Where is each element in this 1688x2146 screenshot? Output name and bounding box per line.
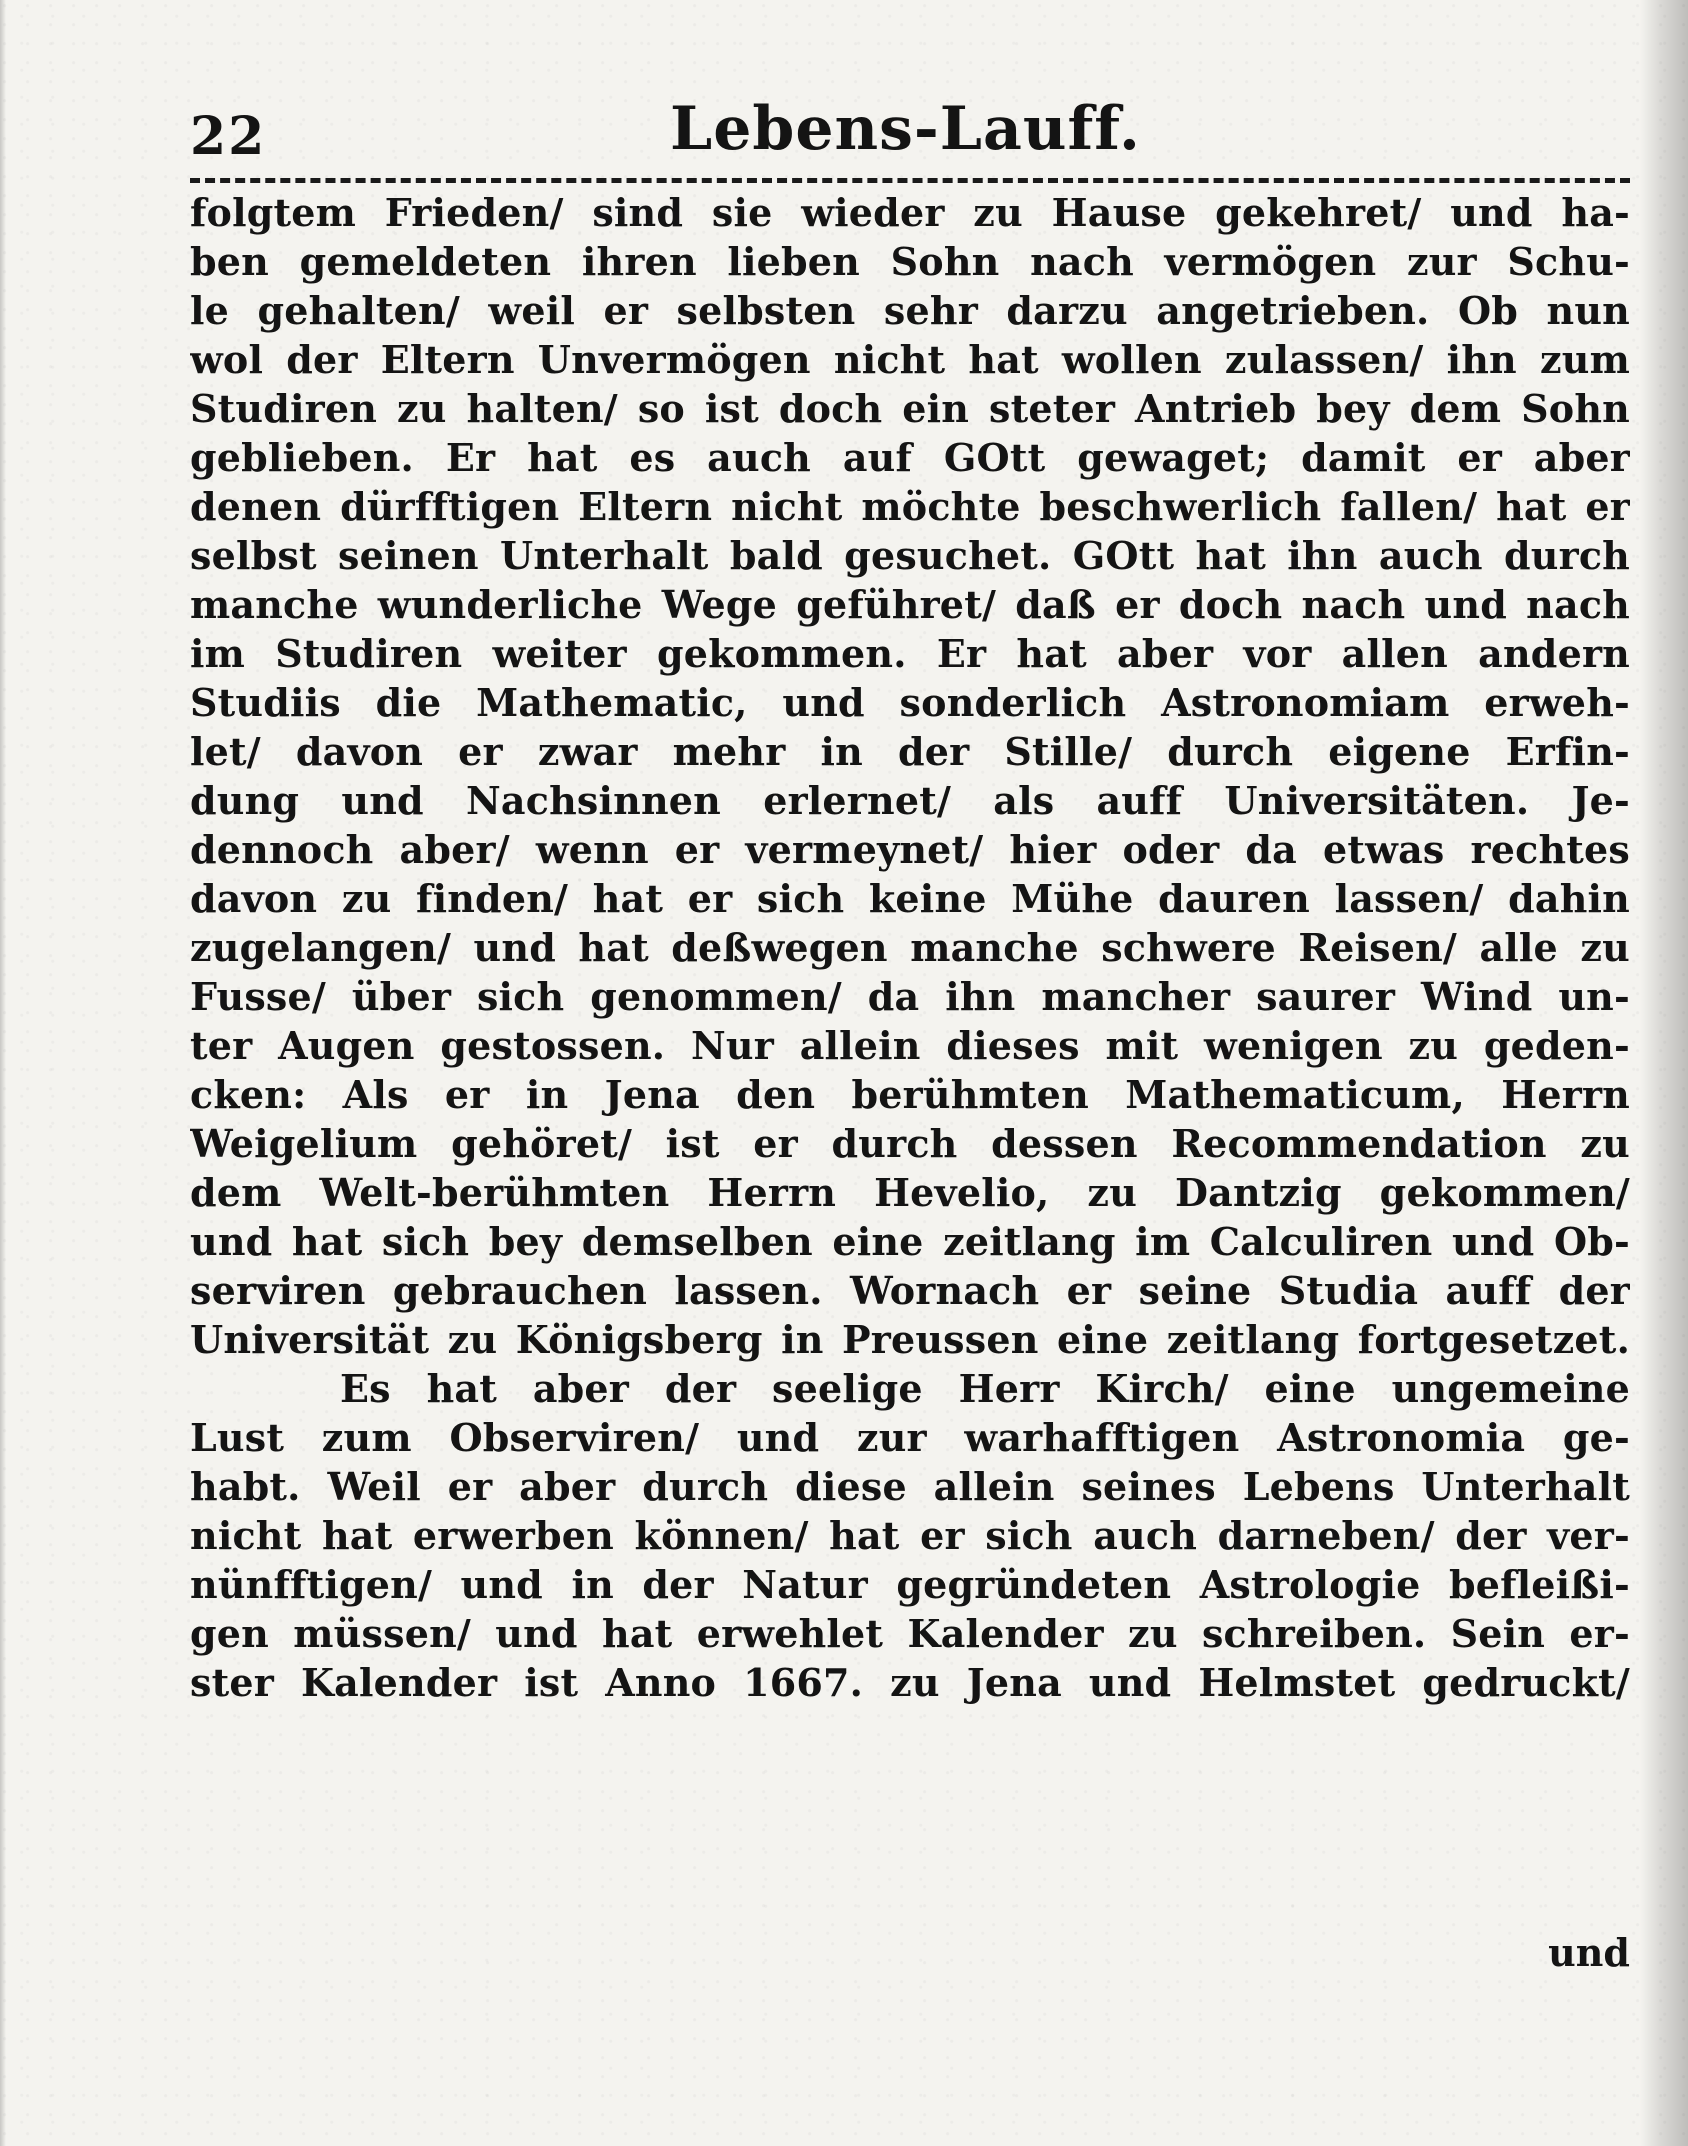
text-line: und hat sich bey demselben eine zeitlang im Calculiren und Ob- <box>190 1219 1630 1264</box>
text-line: davon zu finden/ hat er sich keine Mühe dauren lassen/ dahin <box>190 876 1630 921</box>
text-line: cken: Als er in Jena den berühmten Mathematicum, Herrn <box>190 1072 1630 1117</box>
catchword: und <box>1548 1930 1630 1975</box>
text-line: Es hat aber der seelige Herr Kirch/ eine ungemeine <box>340 1366 1630 1411</box>
text-line: geblieben. Er hat es auch auf GOtt gewaget; damit er aber <box>190 435 1630 480</box>
text-line: nünfftigen/ und in der Natur gegründeten Astrologie befleißi- <box>190 1562 1630 1607</box>
text-line: le gehalten/ weil er selbsten sehr darzu angetrieben. Ob nun <box>190 288 1630 333</box>
text-line: selbst seinen Unterhalt bald gesuchet. GOtt hat ihn auch durch <box>190 533 1630 578</box>
running-title: Lebens-Lauff. <box>670 94 1141 164</box>
page-number: 22 <box>190 106 267 167</box>
text-line: Weigelium gehöret/ ist er durch dessen Recommendation zu <box>190 1121 1630 1166</box>
text-line: folgtem Frieden/ sind sie wieder zu Hause gekehret/ und ha- <box>190 190 1630 235</box>
text-line: im Studiren weiter gekommen. Er hat aber vor allen andern <box>190 631 1630 676</box>
text-line: zugelangen/ und hat deßwegen manche schwere Reisen/ alle zu <box>190 925 1630 970</box>
page-header <box>190 82 1630 172</box>
text-line: ter Augen gestossen. Nur allein dieses mit wenigen zu geden- <box>190 1023 1630 1068</box>
text-line: let/ davon er zwar mehr in der Stille/ durch eigene Erfin- <box>190 729 1630 774</box>
text-line: Fusse/ über sich genommen/ da ihn mancher saurer Wind un- <box>190 974 1630 1019</box>
text-line: habt. Weil er aber durch diese allein seines Lebens Unterhalt <box>190 1464 1630 1509</box>
header-rule <box>190 178 1630 183</box>
text-line: wol der Eltern Unvermögen nicht hat wollen zulassen/ ihn zum <box>190 337 1630 382</box>
text-line: dung und Nachsinnen erlernet/ als auff Universitäten. Je- <box>190 778 1630 823</box>
text-line: denen dürfftigen Eltern nicht möchte beschwerlich fallen/ hat er <box>190 484 1630 529</box>
text-line: Universität zu Königsberg in Preussen eine zeitlang fortgesetzet. <box>190 1317 1630 1362</box>
text-line: Lust zum Observiren/ und zur warhafftigen Astronomia ge- <box>190 1415 1630 1460</box>
scan-left-edge <box>0 0 6 2146</box>
text-line: serviren gebrauchen lassen. Wornach er seine Studia auff der <box>190 1268 1630 1313</box>
text-line: ster Kalender ist Anno 1667. zu Jena und Helmstet gedruckt/ <box>190 1660 1630 1705</box>
text-line: dennoch aber/ wenn er vermeynet/ hier oder da etwas rechtes <box>190 827 1630 872</box>
text-line: Studiis die Mathematic, und sonderlich Astronomiam erweh- <box>190 680 1630 725</box>
text-line: manche wunderliche Wege geführet/ daß er doch nach und nach <box>190 582 1630 627</box>
text-line: Studiren zu halten/ so ist doch ein steter Antrieb bey dem Sohn <box>190 386 1630 431</box>
text-line: dem Welt-berühmten Herrn Hevelio, zu Dantzig gekommen/ <box>190 1170 1630 1215</box>
text-line: gen müssen/ und hat erwehlet Kalender zu schreiben. Sein er- <box>190 1611 1630 1656</box>
text-line: nicht hat erwerben können/ hat er sich auch darneben/ der ver- <box>190 1513 1630 1558</box>
body-text <box>190 188 1630 1707</box>
text-line: ben gemeldeten ihren lieben Sohn nach vermögen zur Schu- <box>190 239 1630 284</box>
scan-gutter-shadow <box>1640 0 1688 2146</box>
